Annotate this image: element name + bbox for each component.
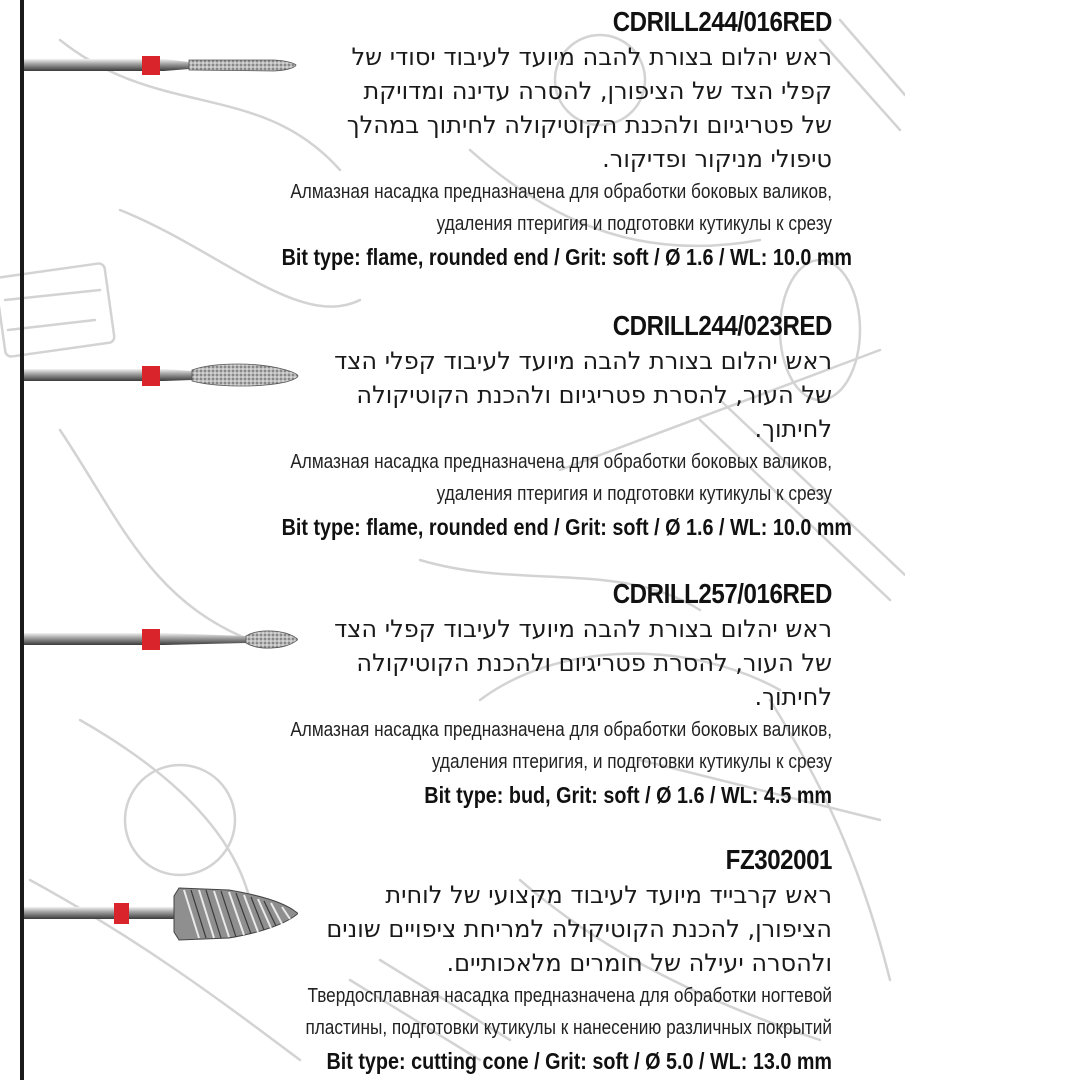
product-block: [192, 842, 832, 1078]
product-block: [192, 4, 852, 274]
bit-specification: Bit type: flame, rounded end / Grit: soft / Ø 1.6 / WL: 10.0 mm: [281, 244, 852, 270]
product-code: FZ302001: [725, 844, 832, 875]
bit-specification: Bit type: flame, rounded end / Grit: soft / Ø 1.6 / WL: 10.0 mm: [281, 514, 852, 540]
russian-description-line-1: Алмазная насадка предназначена для обработки боковых валиков,: [290, 451, 832, 473]
russian-description-line-2: удаления птеригия и подготовки кутикулы к срезу: [436, 213, 832, 235]
product-block: [192, 308, 852, 544]
russian-description-line-1: Алмазная насадка предназначена для обработки боковых валиков,: [290, 181, 832, 203]
hebrew-description: ראש יהלום בצורת להבה מיועד לעיבוד יסודי של קפלי הצד של הציפורן, להסרה עדינה ומדויקת של פטריגיום ולהכנת הקוטיקולה לחיתוך במהלך טיפולי מניקור ופדיקור.: [346, 43, 832, 173]
hebrew-description: ראש קרבייד מיועד לעיבוד מקצועי של לוחית הציפורן, להכנת הקוטיקולה למריחת ציפויים שונים ולהסרה יעילה של חומרים מלאכותיים.: [326, 881, 832, 977]
color-band: [142, 366, 160, 386]
bit-specification: Bit type: cutting cone / Grit: soft / Ø 5.0 / WL: 13.0 mm: [326, 1048, 832, 1074]
russian-description-line-2: пластины, подготовки кутикулы к нанесению различных покрытий: [305, 1017, 832, 1039]
color-band: [114, 903, 129, 924]
russian-description-line-1: Алмазная насадка предназначена для обработки боковых валиков,: [290, 719, 832, 741]
color-band: [142, 56, 160, 75]
right-white-margin: [905, 0, 1080, 1080]
product-block: [192, 576, 832, 812]
hebrew-description: ראש יהלום בצורת להבה מיועד לעיבוד קפלי הצד של העור, להסרת פטריגיום ולהכנת הקוטיקולה לחיתוך.: [334, 347, 832, 443]
russian-description-line-2: удаления птеригия и подготовки кутикулы к срезу: [436, 483, 832, 505]
bit-specification: Bit type: bud, Grit: soft / Ø 1.6 / WL: 4.5 mm: [424, 782, 832, 808]
hebrew-description: ראש יהלום בצורת להבה מיועד לעיבוד קפלי הצד של העור, להסרת פטריגיום ולהכנת הקוטיקולה לחיתוך.: [334, 615, 832, 711]
product-code: CDRILL244/023RED: [612, 310, 832, 341]
product-code: CDRILL257/016RED: [612, 578, 832, 609]
russian-description-line-2: удаления птеригия, и подготовки кутикулы к срезу: [431, 751, 832, 773]
color-band: [142, 629, 160, 650]
product-code: CDRILL244/016RED: [612, 6, 832, 37]
russian-description-line-1: Твердосплавная насадка предназначена для обработки ногтевой: [307, 985, 832, 1007]
